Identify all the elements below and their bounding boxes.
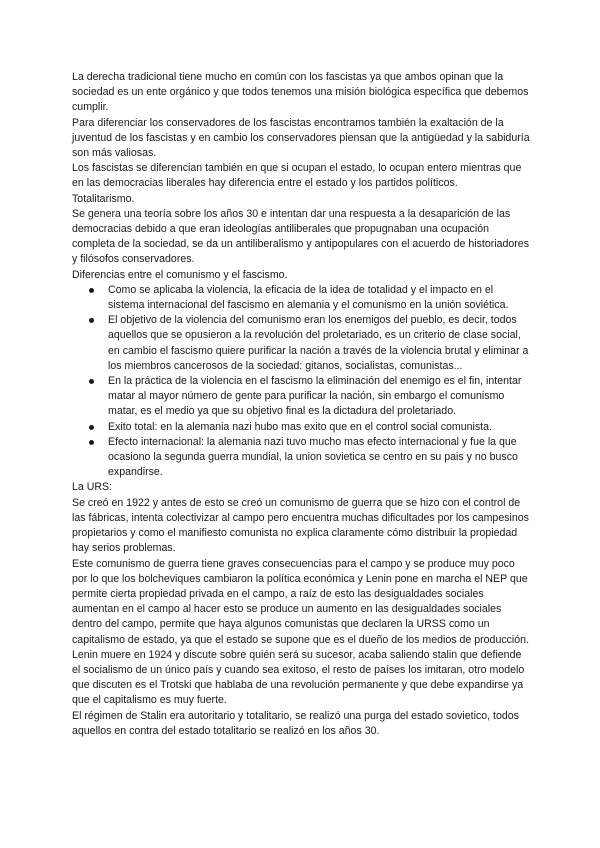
bullet-icon <box>89 379 94 384</box>
list-item <box>72 283 532 313</box>
paragraph-regimen-stalin: El régimen de Stalin era autoritario y totalitario, se realizó una purga del estado sovietico, todos aquellos en contra del estado totalitario se realizó en los años 30. <box>72 709 519 737</box>
bullet-icon <box>89 288 94 293</box>
paragraph-conservadores-fascistas: Para diferenciar los conservadores de los fascistas encontramos también la exaltación de la juventud de los fascistas y en cambio los conservadores piensan que la antigüedad y la sabiduría son más valiosas. <box>72 116 530 160</box>
list-item-text: En la práctica de la violencia en el fascismo la eliminación del enemigo es el fin, intentar matar al mayor número de gente para purificar la nación, sin embargo el comunismo matar, es el medio ya que su objetivo final es la dictadura del proletariado. <box>108 375 522 418</box>
paragraph-comunismo-guerra: Este comunismo de guerra tiene graves consecuencias para el campo y se produce muy poco por lo que los bolcheviques cambiaron la política económica y Lenin pone en marcha el NEP que permite cierta propiedad privada en el campo, a raíz de esto las desigualdades sociales aumentan en el campo al hacer esto se produce un aumento en las desigualdades sociales dentro del campo, permite que haya algunos comunistas que declaren la URSS como un capitalismo de estado, ya que el estado se supone que es el dueño de los medios de producción. <box>72 557 530 646</box>
paragraph-teoria-anos-30: Se genera una teoría sobre los años 30 e intentan dar una respuesta a la desaparición de las democracias debido a que eran ideologías antiliberales que propugnaban una ocupación completa de la sociedad, se da un antiliberalismo y antipopulares con el acuerdo de historiadores y filósofos conservadores. <box>72 207 529 266</box>
bullet-icon <box>89 440 94 445</box>
list-item-text: Efecto internacional: la alemania nazi tuvo mucho mas efecto internacional y fue la que ocasiono la segunda guerra mundial, la union sovietica se centro en su pais y no busco expandirse. <box>108 435 518 479</box>
differences-list <box>72 283 532 481</box>
bullet-icon <box>89 425 94 430</box>
heading-diferencias: Diferencias entre el comunismo y el fascismo. <box>72 268 288 281</box>
paragraph-derecha-tradicional: La derecha tradicional tiene mucho en común con los fascistas ya que ambos opinan que la sociedad es un ente orgánico y que todos tenemos una misión biológica específica que debemos cumplir. <box>72 71 529 114</box>
heading-totalitarismo: Totalitarismo. <box>72 192 135 205</box>
bullet-icon <box>89 318 94 323</box>
paragraph-creacion-1922: Se creó en 1922 y antes de esto se creó un comunismo de guerra que se hizo con el control de las fábricas, intenta colectivizar al campo pero encuentra muchas dificultades por los campesinos propietarios y como el manifiesto comunista no explica claramente cómo distribuir la propiedad hay serios problemas. <box>72 496 529 555</box>
list-item <box>72 313 532 374</box>
document-page <box>72 70 532 739</box>
list-item-text: Como se aplicaba la violencia, la eficacia de la idea de totalidad y el impacto en el sistema internacional del fascismo en alemania y el comunismo en la unión soviética. <box>108 283 509 312</box>
heading-la-urs: La URS: <box>72 481 113 494</box>
list-item-text: Exito total: en la alemania nazi hubo mas exito que en el control social comunista. <box>108 420 492 433</box>
list-item <box>72 420 532 435</box>
paragraph-ocupacion-estado: Los fascistas se diferencian también en que si ocupan el estado, lo ocupan entero mientras que en las democracias liberales hay diferencia entre el estado y los partidos políticos. <box>72 162 522 190</box>
paragraph-lenin-sucesor: Lenin muere en 1924 y discute sobre quién será su sucesor, acaba saliendo stalin que defiende el socialismo de un único país y cuando sea exitoso, el resto de países los imitaran, otro modelo que discuten es el Trotski que hablaba de una revolución permanente y que debe expandirse ya que el capitalismo es muy fuerte. <box>72 648 525 707</box>
list-item <box>72 374 532 420</box>
list-item <box>72 435 532 481</box>
list-item-text: El objetivo de la violencia del comunismo eran los enemigos del pueblo, es decir, todos aquellos que se opusieron a la revolución del proletariado, es un criterio de clase social, en cambio el fascismo quiere purificar la nación a través de la violencia brutal y eliminar a los miembros cancerosos de la sociedad: gitanos, socialistas, comunistas... <box>108 314 529 372</box>
